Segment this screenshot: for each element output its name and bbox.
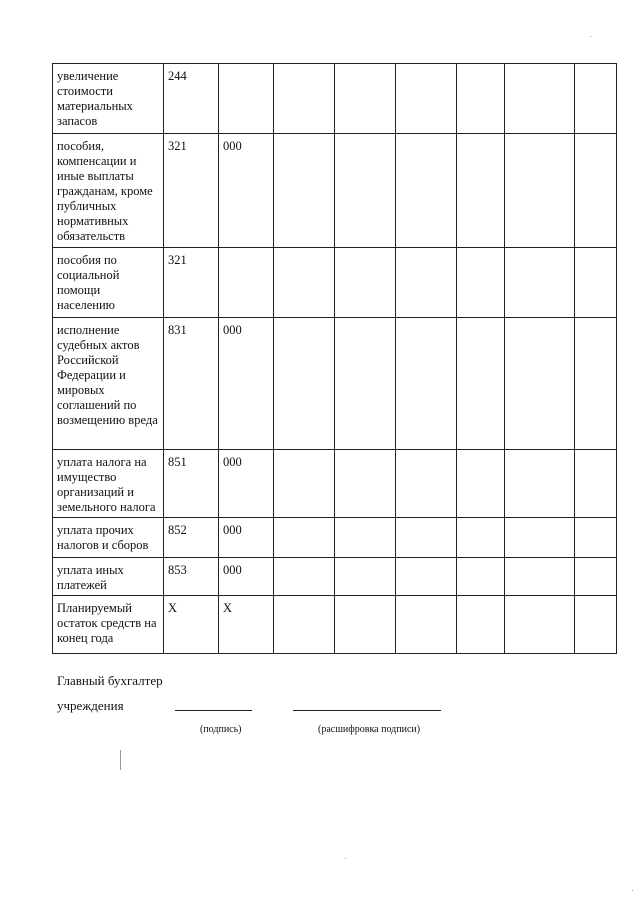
empty-cell	[505, 518, 575, 558]
empty-cell	[274, 558, 335, 596]
scan-speck	[345, 858, 346, 859]
empty-cell	[396, 64, 457, 134]
empty-cell	[396, 596, 457, 654]
empty-cell	[396, 248, 457, 318]
empty-cell	[335, 518, 396, 558]
row-code-cell: 321	[164, 134, 219, 248]
row-name-cell: уплата прочих налогов и сборов	[53, 518, 164, 558]
row-code-cell: 321	[164, 248, 219, 318]
empty-cell	[335, 64, 396, 134]
empty-cell	[274, 64, 335, 134]
row-subcode-cell: 000	[219, 450, 274, 518]
row-name-cell: пособия по социальной помощи населению	[53, 248, 164, 318]
row-code-cell: 244	[164, 64, 219, 134]
row-subcode-cell: 000	[219, 318, 274, 450]
empty-cell	[274, 596, 335, 654]
table-row	[53, 518, 617, 558]
empty-cell	[457, 318, 505, 450]
empty-cell	[575, 134, 617, 248]
scan-speck	[120, 750, 121, 770]
empty-cell	[274, 450, 335, 518]
row-subcode-cell: Х	[219, 596, 274, 654]
empty-cell	[396, 450, 457, 518]
row-name-cell: Планируемый остаток средств на конец года	[53, 596, 164, 654]
empty-cell	[505, 248, 575, 318]
empty-cell	[274, 248, 335, 318]
row-name-cell: пособия, компенсации и иные выплаты гражданам, кроме публичных нормативных обязательств	[53, 134, 164, 248]
empty-cell	[575, 596, 617, 654]
empty-cell	[505, 558, 575, 596]
empty-cell	[457, 518, 505, 558]
empty-cell	[335, 248, 396, 318]
empty-cell	[575, 558, 617, 596]
row-code-cell: Х	[164, 596, 219, 654]
row-code-cell: 853	[164, 558, 219, 596]
row-code-cell: 851	[164, 450, 219, 518]
table-row	[53, 248, 617, 318]
signature-caption: (подпись)	[200, 724, 242, 735]
row-name-cell: уплата иных платежей	[53, 558, 164, 596]
empty-cell	[335, 134, 396, 248]
empty-cell	[505, 596, 575, 654]
empty-cell	[505, 318, 575, 450]
signature-decoding-line	[293, 710, 441, 711]
row-name-cell: уплата налога на имущество организаций и земельного налога	[53, 450, 164, 518]
row-name-cell: исполнение судебных актов Российской Федерации и мировых соглашений по возмещению вреда	[53, 318, 164, 450]
scan-speck	[632, 890, 633, 891]
signer-title-line1: Главный бухгалтер	[57, 673, 163, 688]
empty-cell	[396, 518, 457, 558]
signer-title-line2: учреждения	[57, 698, 124, 713]
empty-cell	[575, 64, 617, 134]
empty-cell	[274, 318, 335, 450]
table-row	[53, 596, 617, 654]
empty-cell	[505, 450, 575, 518]
empty-cell	[505, 64, 575, 134]
empty-cell	[457, 596, 505, 654]
row-subcode-cell: 000	[219, 134, 274, 248]
table-row	[53, 450, 617, 518]
empty-cell	[396, 318, 457, 450]
row-subcode-cell: 000	[219, 558, 274, 596]
empty-cell	[457, 558, 505, 596]
empty-cell	[396, 558, 457, 596]
empty-cell	[575, 450, 617, 518]
row-code-cell: 852	[164, 518, 219, 558]
signature-line	[175, 710, 252, 711]
empty-cell	[457, 248, 505, 318]
table-row	[53, 64, 617, 134]
row-subcode-cell	[219, 248, 274, 318]
empty-cell	[274, 518, 335, 558]
row-subcode-cell	[219, 64, 274, 134]
decoding-caption: (расшифровка подписи)	[318, 724, 421, 735]
empty-cell	[335, 596, 396, 654]
scan-speck	[590, 36, 591, 37]
budget-table	[52, 63, 617, 654]
empty-cell	[335, 450, 396, 518]
empty-cell	[575, 248, 617, 318]
row-subcode-cell: 000	[219, 518, 274, 558]
table-row	[53, 318, 617, 450]
row-name-cell: увеличение стоимости материальных запасов	[53, 64, 164, 134]
row-code-cell: 831	[164, 318, 219, 450]
empty-cell	[396, 134, 457, 248]
table-row	[53, 134, 617, 248]
empty-cell	[335, 318, 396, 450]
empty-cell	[457, 450, 505, 518]
table-row	[53, 558, 617, 596]
empty-cell	[457, 64, 505, 134]
empty-cell	[274, 134, 335, 248]
empty-cell	[575, 518, 617, 558]
empty-cell	[505, 134, 575, 248]
empty-cell	[457, 134, 505, 248]
empty-cell	[575, 318, 617, 450]
empty-cell	[335, 558, 396, 596]
